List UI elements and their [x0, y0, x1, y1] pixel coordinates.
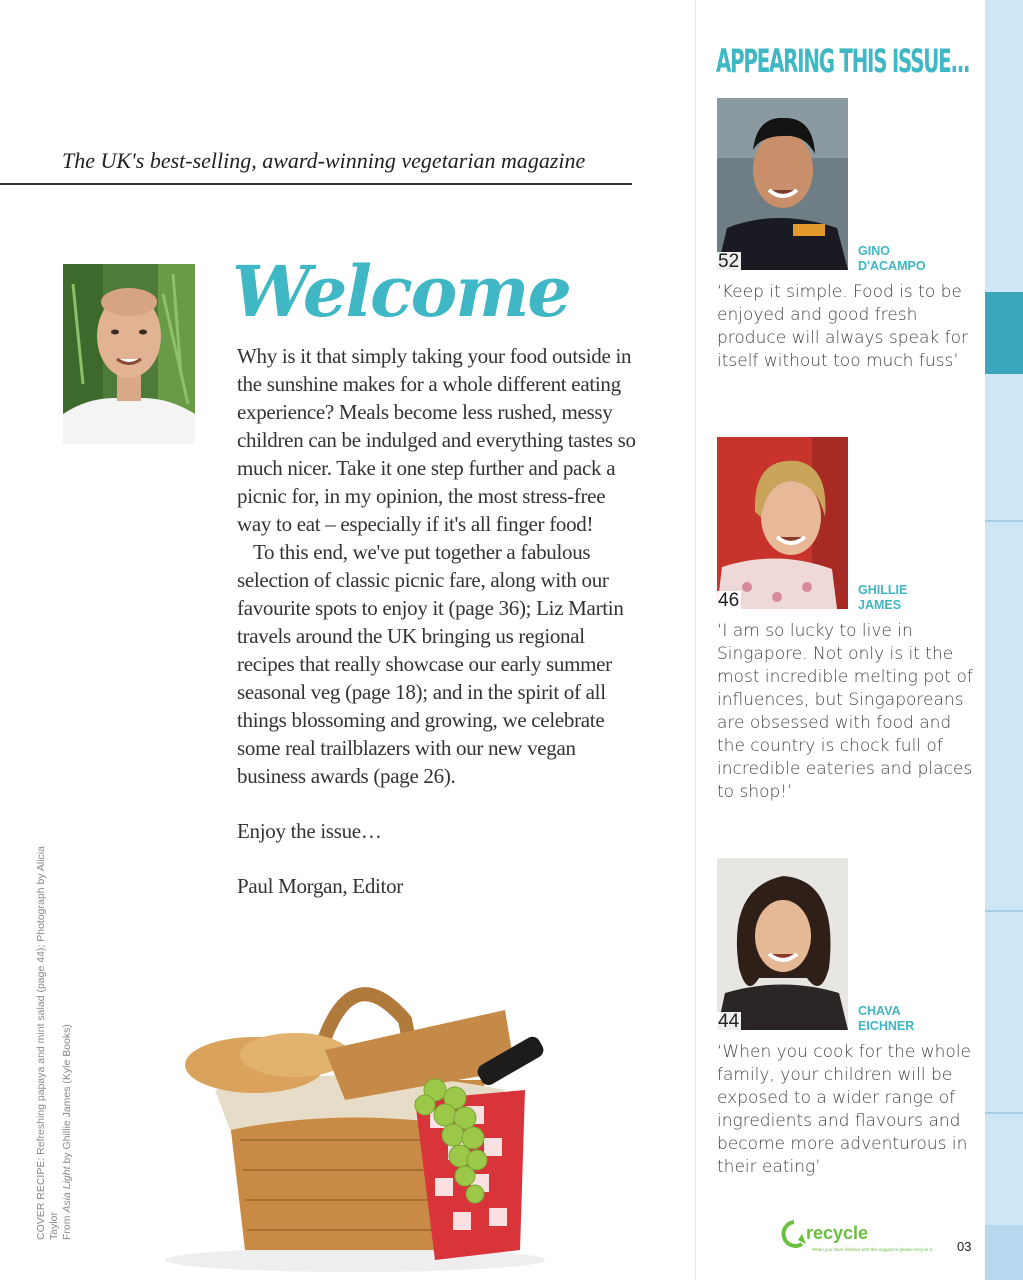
contributor-photo-gino: [717, 98, 848, 270]
page-number: 46: [718, 590, 740, 611]
page-number: 44: [718, 1011, 740, 1032]
contributor-name: [858, 244, 926, 274]
recycle-icon: [780, 1218, 934, 1262]
contributor-name: [858, 583, 907, 613]
credit-book-title: Asia Light: [61, 1166, 73, 1213]
edge-strip-line: [985, 1112, 1023, 1114]
name-line: JAMES: [858, 598, 902, 612]
contributor-photo-chava: [717, 858, 848, 1030]
welcome-heading: Welcome: [232, 250, 570, 333]
picnic-basket-image: [145, 960, 565, 1275]
contributor-quote: ‘I am so lucky to live in Singapore. Not only is it the most incredible melting pot of influences, but Singaporeans are obsessed with food and the country is chock full of incredible eateries and places to shop!’: [717, 621, 973, 802]
letter-paragraph: Why is it that simply taking your food outside in the sunshine makes for a whole different eating experience? Meals become less rushed, messy children can be indulged and everything tastes so much nicer. Take it one step further and pack a picnic for, in my opinion, the most stress-free way to eat – especially if it's all finger food!: [237, 344, 636, 536]
name-line: GHILLIE: [858, 583, 908, 597]
letter-paragraph: To this end, we've put together a fabulous selection of classic picnic fare, along with our favourite spots to enjoy it (page 36); Liz Martin travels around the UK bringing us regional recipes that really showcase our early summer seasonal veg (page 18); and in the spirit of all things blossoming and growing, we celebrate some real trailblazers with our new vegan business awards (page 26).: [237, 540, 624, 788]
recycle-label: recycle: [806, 1223, 869, 1243]
letter-closing: Enjoy the issue…: [237, 819, 382, 843]
credit-suffix: by Ghillie James (Kyle Books): [61, 1024, 73, 1167]
cover-credit-line: [61, 820, 74, 1240]
editor-signature: Paul Morgan, Editor: [237, 874, 403, 898]
recycle-note: When you have finished with this magazine please recycle it.: [812, 1247, 934, 1252]
edge-strip-band: [985, 292, 1023, 374]
contributor-photo-ghillie: [717, 437, 848, 609]
edge-strip-band: [985, 1225, 1023, 1280]
page-folio: 03: [957, 1239, 972, 1254]
contributor-name: [858, 1004, 914, 1034]
edge-strip: [985, 0, 1023, 1280]
recycle-logo: [780, 1218, 934, 1262]
contributor-quote: ‘When you cook for the whole family, your children will be exposed to a wider range of ingredients and flavours and become more adventurous in their eating’: [717, 1042, 972, 1177]
contributor-quote: ‘Keep it simple. Food is to be enjoyed and good fresh produce will always speak for itself without too much fuss’: [717, 282, 968, 371]
cover-credit-line: COVER RECIPE: Refreshing papaya and mint salad (page 44); Photograph by Alicia Taylor: [35, 846, 60, 1240]
name-line: GINO: [858, 244, 890, 258]
sidebar-heading: APPEARING THIS ISSUE...: [716, 42, 970, 80]
credit-prefix: From: [61, 1212, 73, 1240]
editor-letter: [237, 342, 637, 900]
name-line: D'ACAMPO: [858, 259, 926, 273]
editor-photo: [63, 264, 195, 444]
edge-strip-line: [985, 520, 1023, 522]
name-line: EICHNER: [858, 1019, 915, 1033]
magazine-tagline: The UK's best-selling, award-winning vegetarian magazine: [62, 148, 586, 173]
page-number: 52: [718, 251, 740, 272]
header-rule: [0, 183, 632, 185]
name-line: CHAVA: [858, 1004, 901, 1018]
edge-strip-line: [985, 910, 1023, 912]
cover-credit: [35, 820, 74, 1240]
